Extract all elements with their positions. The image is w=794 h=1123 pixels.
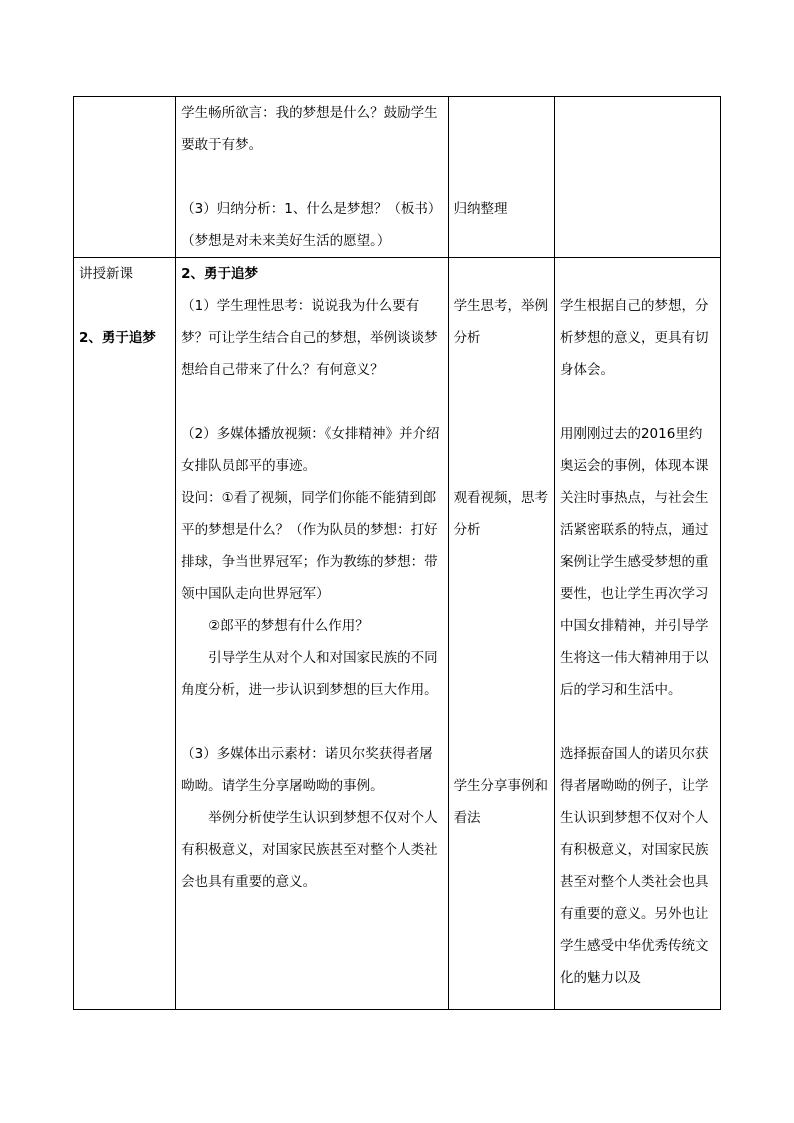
content-cell — [176, 97, 448, 258]
activity-cell — [448, 97, 554, 258]
content-text: （3）归纳分析：1、什么是梦想？（板书）（梦想是对未来美好生活的愿望。） — [181, 201, 442, 249]
content-text: 设问：①看了视频，同学们你能不能猜到郎平的梦想是什么？（作为队员的梦想：打好排球，争当世界冠军；作为教练的梦想：带领中国队走向世界冠军） — [181, 490, 438, 602]
section-heading: 2、勇于追梦 — [181, 266, 259, 282]
table-row — [74, 97, 721, 258]
intent-cell — [554, 258, 720, 1010]
stage-cell — [74, 97, 176, 258]
content-text: （3）多媒体出示素材：诺贝尔奖获得者屠呦呦。请学生分享屠呦呦的事例。 — [181, 746, 433, 794]
content-text: 学生畅所欲言：我的梦想是什么？鼓励学生要敢于有梦。 — [181, 105, 438, 153]
activity-text: 归纳整理 — [453, 201, 508, 217]
content-cell — [176, 258, 448, 1010]
intent-text: 学生根据自己的梦想，分析梦想的意义，更具有切身体会。 — [559, 298, 709, 378]
table-row — [74, 258, 721, 1010]
content-text: 举例分析使学生认识到梦想不仅对个人有积极意义，对国家民族甚至对整个人类社会也具有重要的意义。 — [181, 810, 438, 890]
activity-cell — [448, 258, 554, 1010]
intent-text: 用刚刚过去的2016里约奥运会的事例，体现本课关注时事热点，与社会生活紧密联系的特点，通过案例让学生感受梦想的重要性，也让学生再次学习中国女排精神，并引导学生将这一伟大精神用于以后的学习和生活中。 — [559, 426, 709, 698]
content-text: ②郎平的梦想有什么作用？ — [208, 618, 369, 634]
section-label: 2、勇于追梦 — [79, 330, 156, 346]
intent-cell — [554, 97, 720, 258]
content-text: 引导学生从对个人和对国家民族的不同角度分析，进一步认识到梦想的巨大作用。 — [181, 650, 438, 698]
content-text: （1）学生理性思考：说说我为什么要有梦？可让学生结合自己的梦想，举例谈谈梦想给自己带来了什么？有何意义？ — [181, 298, 438, 378]
intent-text: 选择振奋国人的诺贝尔获得者屠呦呦的例子，让学生认识到梦想不仅对个人有积极意义，对国家民族甚至对整个人类社会也具有重要的意义。另外也让学生感受中华优秀传统文化的魅力以及 — [559, 746, 709, 986]
activity-text: 学生分享事例和看法 — [453, 778, 549, 826]
activity-text: 学生思考，举例分析 — [453, 298, 549, 346]
activity-text: 观看视频，思考分析 — [453, 490, 549, 538]
stage-label: 讲授新课 — [79, 266, 133, 282]
lesson-plan-table — [73, 96, 721, 1010]
content-text: （2）多媒体播放视频：《女排精神》并介绍女排队员郎平的事迹。 — [181, 426, 440, 474]
stage-cell — [74, 258, 176, 1010]
